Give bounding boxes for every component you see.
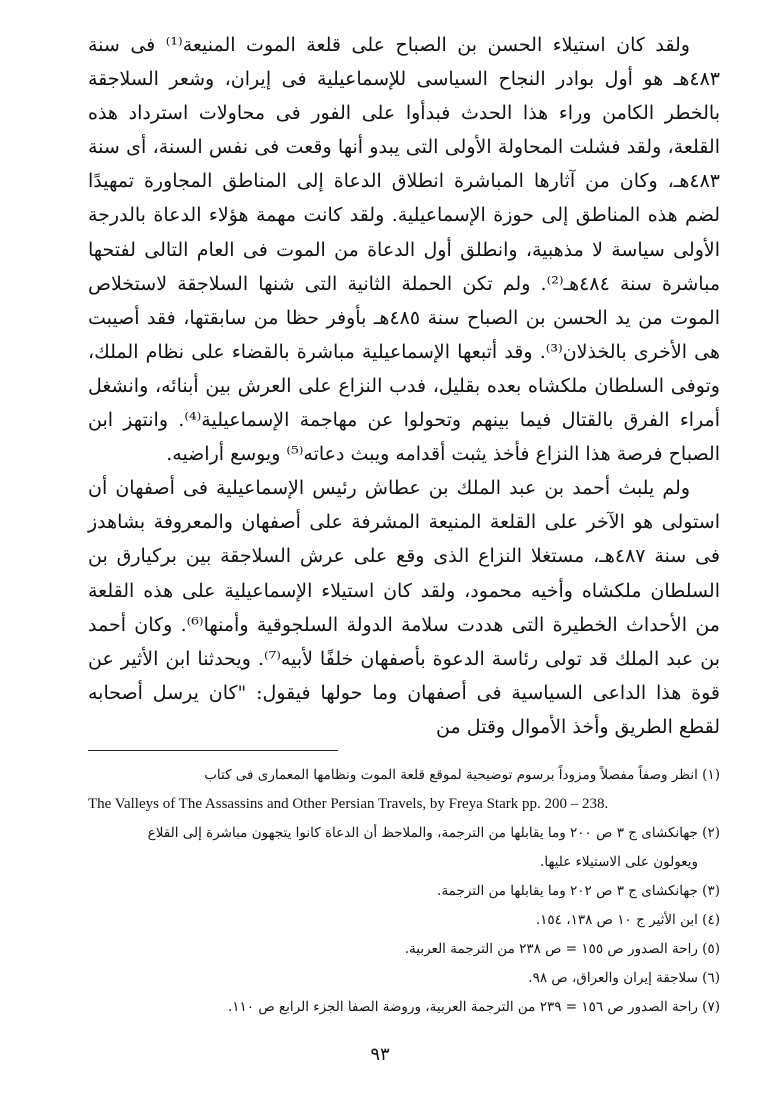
book-page: [88, 28, 720, 1088]
footnote-2: (٢) جهانكشاى ج ٣ ص ٢٠٠ وما يقابلها من الترجمة، والملاحظ أن الدعاة كانوا يتجهون مباشرة إلى القلاع: [147, 825, 720, 841]
page-number: ٩٣: [370, 1044, 390, 1065]
paragraph-2: ولم يلبث أحمد بن عبد الملك بن عطاش رئيس الإسماعيلية فى أصفهان أن استولى هو الآخر على القلعة المنيعة المشرفة على أصفهان والمعروفة بشاهدز فى سنة ٤٨٧هـ، مستغلا النزاع الذى وقع على عرش السلاجقة بين بركيارق بن السلطان ملكشاه وأخيه محمود، ولقد كان استيلاء الإسماعيلية على هذه القلعة من الأحداث الخطيرة التى هددت سلامة الدولة السلجوقية وأمنها⁽⁶⁾. وكان أحمد بن عبد الملك قد تولى رئاسة الدعوة بأصفهان خلفًا لأبيه⁽⁷⁾. ويحدثنا ابن الأثير عن قوة هذا الداعى السياسية فى أصفهان وما حولها فيقول: "كان يرسل أصحابه لقطع الطريق وأخذ الأموال وقتل من: [88, 477, 721, 738]
footnote-6: (٦) سلاجقة إيران والعراق، ص ٩٨.: [528, 970, 720, 986]
footnote-7: (٧) راحة الصدور ص ١٥٦ = ٢٣٩ من الترجمة العربية، وروضة الصفا الجزء الرابع ص ١١٠.: [228, 999, 720, 1015]
footnotes: [88, 761, 720, 1022]
footnote-2-continuation: ويعولون على الاستيلاء عليها.: [540, 854, 698, 870]
body-text: [88, 28, 720, 744]
footnote-separator: [88, 750, 338, 751]
footnote-4: (٤) ابن الأثير ج ١٠ ص ١٣٨، ١٥٤.: [535, 912, 720, 928]
footnote-1: (١) انظر وصفاً مفصلاً ومزوداً برسوم توضيحية لموقع قلعة الموت ونظامها المعمارى فى كتاب: [204, 767, 720, 783]
footnote-5: (٥) راحة الصدور ص ١٥٥ = ص ٢٣٨ من الترجمة العربية.: [404, 941, 720, 957]
footnote-1-reference: The Valleys of The Assassins and Other Persian Travels, by Freya Stark pp. 200 – 238.: [88, 796, 609, 812]
footnote-3: (٣) جهانكشاى ج ٣ ص ٢٠٢ وما يقابلها من الترجمة.: [437, 883, 720, 899]
paragraph-1: ولقد كان استيلاء الحسن بن الصباح على قلعة الموت المنيعة⁽¹⁾ فى سنة ٤٨٣هـ هو أول بوادر النجاح السياسى للإسماعيلية فى إيران، وشعر السلاجقة بالخطر الكامن وراء هذا الحدث فبدأوا على الفور فى محاولات استرداد هذه القلعة، ولقد فشلت المحاولة الأولى التى يبدو أنها وقعت فى نفس السنة، أى سنة ٤٨٣هـ، وكان من آثارها المباشرة انطلاق الدعاة إلى المناطق المجاورة تمهيدًا لضم هذه المناطق إلى حوزة الإسماعيلية. ولقد كانت مهمة هؤلاء الدعاة بالدرجة الأولى سياسة لا مذهبية، وانطلق أول الدعاة من الموت فى العام التالى لفتحها مباشرة سنة ٤٨٤هـ⁽²⁾. ولم تكن الحملة الثانية التى شنها السلاجقة لاستخلاص الموت من يد الحسن بن الصباح سنة ٤٨٥هـ بأوفر حظا من سابقتها، فقد أصيبت هى الأخرى بالخذلان⁽³⁾. وقد أتبعها الإسماعيلية مباشرة بالقضاء على نظام الملك، وتوفى السلطان ملكشاه بعده بقليل، فدب النزاع على العرش بين أبنائه، وانشغل أمراء الفرق بالقتال فيما بينهم وتحولوا عن مهاجمة الإسماعيلية⁽⁴⁾. وانتهز ابن الصباح فرصة هذا النزاع فأخذ يثبت أقدامه ويبث دعاته⁽⁵⁾ ويوسع أراضيه.: [88, 34, 721, 466]
